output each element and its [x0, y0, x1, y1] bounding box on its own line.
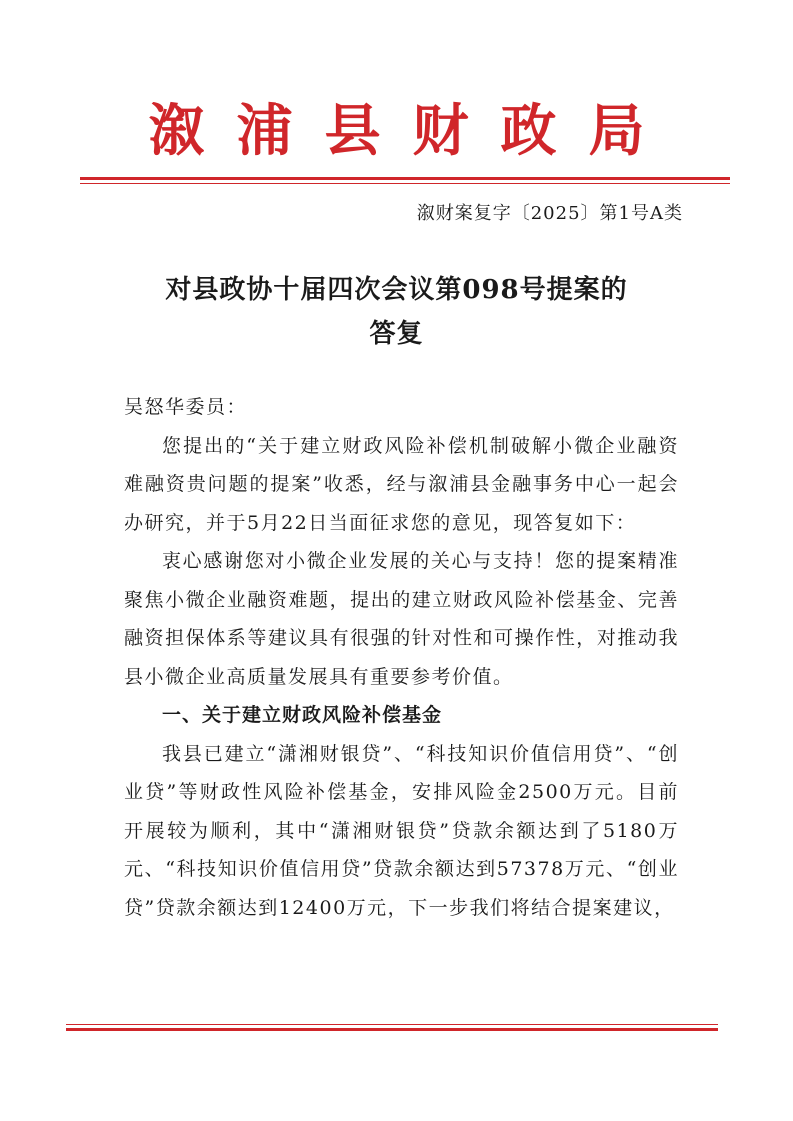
document-title-line-1: 对县政协十届四次会议第098号提案的	[165, 275, 628, 305]
letterhead-red-rule-thin	[80, 183, 730, 184]
paragraph-thanks: 衷心感谢您对小微企业发展的关心与支持！您的提案精准聚焦小微企业融资难题，提出的建立财政风险补偿基金、完善融资担保体系等建议具有很强的针对性和可操作性，对推动我县小微企业高质量发展具有重要参考价值。	[124, 550, 679, 688]
footer-red-rule-thin	[66, 1024, 718, 1025]
footer-red-rule	[66, 1028, 718, 1031]
letterhead-org-name: 溆浦县财政局	[148, 98, 677, 164]
document-title-line-2: 答复	[369, 319, 424, 349]
salutation: 吴怒华委员：	[124, 396, 248, 418]
document-number: 溆财案复字〔2025〕第1号A类	[416, 203, 683, 224]
document-body	[124, 388, 679, 927]
document-title	[0, 268, 793, 356]
section-1-paragraph: 我县已建立“潇湘财银贷”、“科技知识价值信用贷”、“创业贷”等财政性风险补偿基金，安排风险金2500万元。目前开展较为顺利，其中“潇湘财银贷”贷款余额达到了5180万元、“科技知识价值信用贷”贷款余额达到57378万元、“创业贷”贷款余额达到12400万元，下一步我们将结合提案建议，	[124, 742, 679, 919]
letterhead-red-rule	[80, 177, 730, 180]
paragraph-intro: 您提出的“关于建立财政风险补偿机制破解小微企业融资难融资贵问题的提案”收悉，经与溆浦县金融事务中心一起会办研究，并于5月22日当面征求您的意见，现答复如下：	[124, 434, 679, 534]
section-heading-1: 一、关于建立财政风险补偿基金	[162, 704, 443, 726]
